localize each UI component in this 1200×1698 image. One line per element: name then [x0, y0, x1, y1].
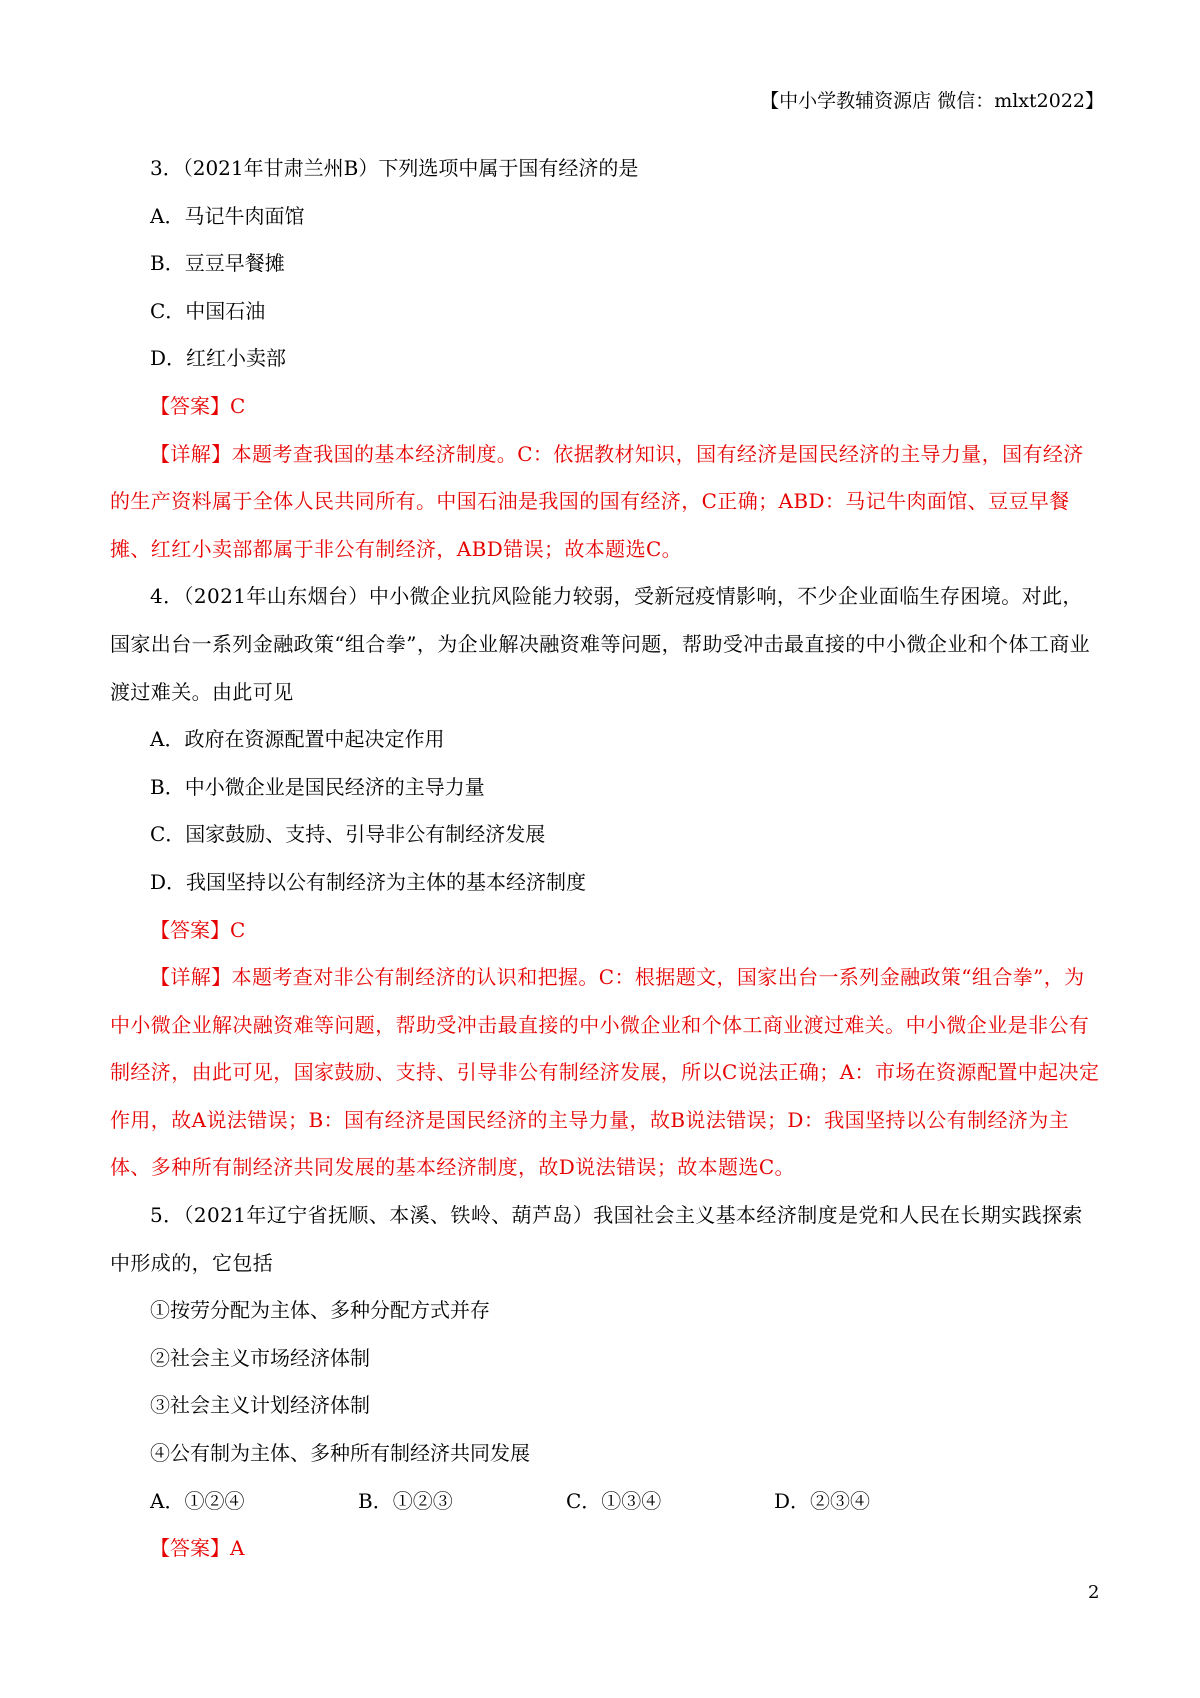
question-5-options — [110, 1478, 1100, 1526]
question-4-detail: 【详解】本题考查对非公有制经济的认识和把握。C：根据题文，国家出台一系列金融政策“组合拳”，为中小微企业解决融资难等问题，帮助受冲击最直接的中小微企业和个体工商业渡过难关。中小微企业是非公有制经济，由此可见，国家鼓励、支持、引导非公有制经济发展，所以C说法正确；A：市场在资源配置中起决定作用，故A说法错误；B：国有经济是国民经济的主导力量，故B说法错误；D：我国坚持以公有制经济为主体、多种所有制经济共同发展的基本经济制度，故D说法错误；故本题选C。 — [110, 965, 1100, 1180]
question-5-answer: 【答案】A — [150, 1536, 245, 1561]
question-5-option-b: B．①②③ — [358, 1488, 453, 1513]
question-5-stem: 5．（2021年辽宁省抚顺、本溪、铁岭、葫芦岛）我国社会主义基本经济制度是党和人民在长期实践探索中形成的，它包括 — [110, 1203, 1083, 1275]
question-4-answer: 【答案】C — [150, 917, 246, 942]
question-3-option-b: B．豆豆早餐摊 — [150, 251, 285, 276]
question-5-option-d: D．②③④ — [774, 1488, 871, 1513]
question-5-option-c: C．①③④ — [566, 1488, 662, 1513]
page-content — [110, 145, 1100, 1573]
question-5-item-3: ③社会主义计划经济体制 — [150, 1393, 370, 1418]
question-3-option-a: A．马记牛肉面馆 — [150, 203, 305, 228]
question-4-option-d: D．我国坚持以公有制经济为主体的基本经济制度 — [150, 869, 587, 894]
question-3-option-c: C．中国石油 — [150, 298, 266, 323]
question-5-item-1: ①按劳分配为主体、多种分配方式并存 — [150, 1298, 490, 1323]
question-3-stem: 3．（2021年甘肃兰州B）下列选项中属于国有经济的是 — [150, 156, 639, 180]
question-4-option-b: B．中小微企业是国民经济的主导力量 — [150, 774, 485, 799]
question-3-answer: 【答案】C — [150, 393, 246, 418]
question-5-item-2: ②社会主义市场经济体制 — [150, 1345, 370, 1370]
question-4-option-a: A．政府在资源配置中起决定作用 — [150, 727, 445, 752]
question-4-stem: 4．（2021年山东烟台）中小微企业抗风险能力较弱，受新冠疫情影响，不少企业面临生存困境。对此，国家出台一系列金融政策“组合拳”，为企业解决融资难等问题，帮助受冲击最直接的中小微企业和个体工商业渡过难关。由此可见 — [110, 584, 1091, 704]
question-4-option-c: C．国家鼓励、支持、引导非公有制经济发展 — [150, 822, 546, 847]
page-number: 2 — [1088, 1582, 1100, 1603]
question-5-item-4: ④公有制为主体、多种所有制经济共同发展 — [150, 1441, 530, 1466]
question-3-detail: 【详解】本题考查我国的基本经济制度。C：依据教材知识，国有经济是国民经济的主导力量，国有经济的生产资料属于全体人民共同所有。中国石油是我国的国有经济，C正确；ABD：马记牛肉面馆、豆豆早餐摊、红红小卖部都属于非公有制经济，ABD错误；故本题选C。 — [110, 441, 1084, 561]
page-header: 【中小学教辅资源店 微信：mlxt2022】 — [760, 90, 1104, 112]
question-3-option-d: D．红红小卖部 — [150, 346, 287, 371]
question-5-option-a: A．①②④ — [150, 1488, 245, 1513]
